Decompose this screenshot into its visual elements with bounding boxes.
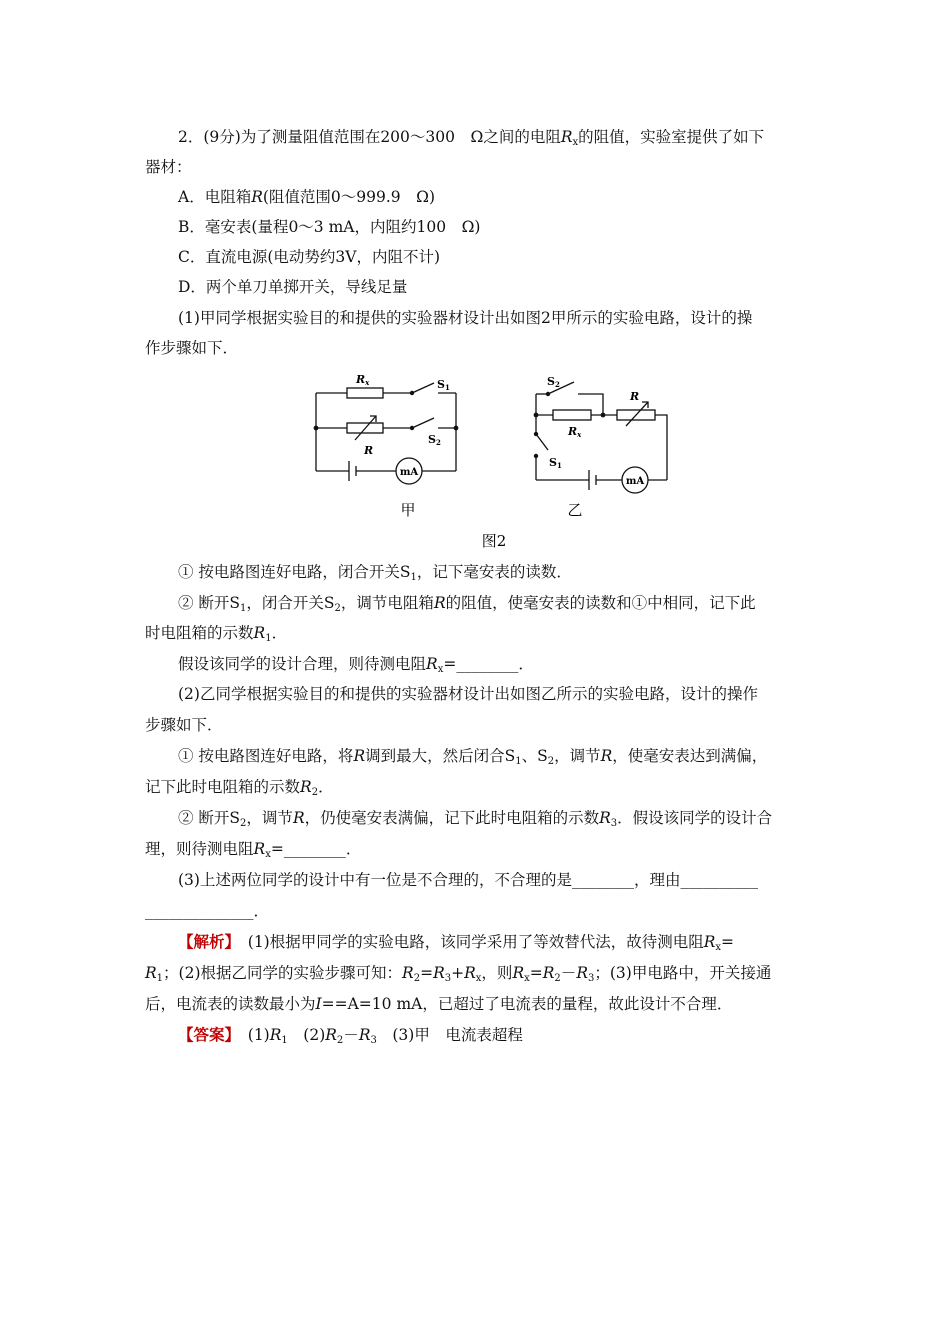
part3-line2: ______________．: [145, 902, 270, 920]
analysis-tag: 【解析】: [178, 932, 233, 951]
jia-r-label: R: [364, 444, 374, 457]
part2-step1: ① 按电路图连好电路，将R调到最大，然后闭合$S_1$、$S_2$，调节R，使毫安表达到满偏，: [178, 747, 768, 767]
part2-step2-line2: 理，则待测电阻$R_x=\_\_\_\_\_\_\_\_$．: [145, 840, 362, 860]
question-header: 2．(9分)为了测量阻值范围在200～300 Ω之间的电阻$R_x$的阻值，实验室提供了如下: [178, 128, 765, 148]
jia-ma-meter: mA: [399, 467, 419, 478]
part3-line1: (3)上述两位同学的设计中有一位是不合理的，不合理的是________，理由__________: [178, 871, 758, 889]
option-a: A．电阻箱R(阻值范围0～999.9 Ω): [178, 188, 436, 206]
part2-step1-line2: 记下此时电阻箱的示数$R_2$．: [145, 778, 334, 798]
question-header-line2: 器材：: [145, 158, 192, 176]
figure-caption: 图2: [481, 532, 507, 550]
jia-rx-label: Rx: [356, 373, 370, 387]
analysis-line2: $R_1$；(2)根据乙同学的实验步骤可知：$R_2=R_3+R_x$，则$R_x=R_2-R_3$；(3)甲电路中，开关接通: [145, 964, 772, 984]
jia-s2-label: S2: [428, 433, 441, 447]
part1-step1: ① 按电路图连好电路，闭合开关$S_1$，记下毫安表的读数．: [178, 563, 572, 583]
part2-intro: (2)乙同学根据实验目的和提供的实验器材设计出如图乙所示的实验电路，设计的操作: [178, 685, 758, 703]
jia-s1-label: S1: [437, 378, 450, 392]
part1-step2: ② 断开$S_1$，闭合开关$S_2$，调节电阻箱R的阻值，使毫安表的读数和①中相同，记下此: [178, 594, 756, 614]
label-yi: 乙: [567, 501, 583, 519]
option-c: C．直流电源(电动势约3V，内阻不计): [178, 248, 441, 266]
answer-line: 【答案】 $(1)R_1$ $(2)R_2-R_3$ (3)甲 电流表超程: [178, 1025, 523, 1046]
analysis-line1: 【解析】 (1)根据甲同学的实验电路，该同学采用了等效替代法，故待测电阻$R_x=$: [178, 932, 735, 953]
part1-step2-line2: 时电阻箱的示数$R_1$．: [145, 624, 288, 644]
circuit-yi: [536, 382, 667, 493]
answer-tag: 【答案】: [178, 1025, 233, 1044]
yi-r-label: R: [630, 390, 640, 403]
yi-rx-label: Rx: [568, 425, 582, 439]
part1-intro: (1)甲同学根据实验目的和提供的实验器材设计出如图2甲所示的实验电路，设计的操: [178, 309, 753, 327]
part1-intro-line2: 作步骤如下．: [145, 339, 239, 357]
option-d: D．两个单刀单掷开关，导线足量: [178, 278, 408, 296]
part1-assume: 假设该同学的设计合理，则待测电阻$R_x=\_\_\_\_\_\_\_\_$．: [178, 655, 534, 675]
yi-s2-label: S2: [547, 375, 560, 389]
part2-step2: ② 断开$S_2$，调节R，仍使毫安表满偏，记下此时电阻箱的示数$R_3$．假设该同学的设计合: [178, 809, 773, 829]
option-b: B．毫安表(量程0～3 mA，内阻约100 Ω): [178, 218, 481, 236]
analysis-line3: 后，电流表的读数最小为I==A=10 mA，已超过了电流表的量程，故此设计不合理．: [145, 995, 733, 1013]
label-jia: 甲: [400, 501, 416, 519]
yi-s1-label: S1: [549, 456, 562, 470]
part2-intro-line2: 步骤如下．: [145, 716, 223, 734]
circuit-figure: [0, 370, 950, 550]
yi-ma-meter: mA: [625, 476, 645, 487]
